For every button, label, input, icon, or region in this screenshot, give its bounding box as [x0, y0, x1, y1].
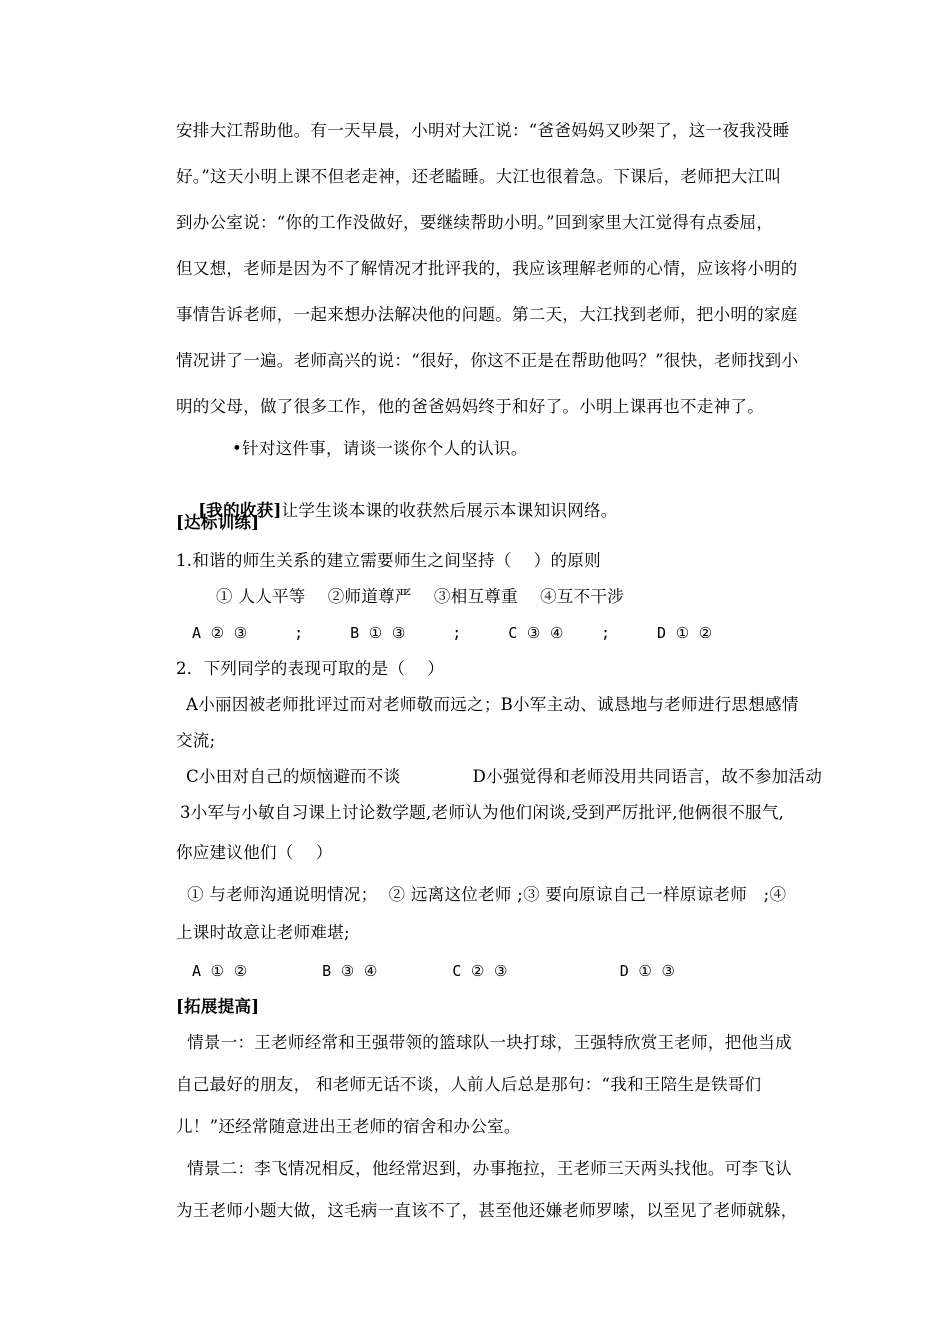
practice-heading: [达标训练]: [176, 513, 260, 532]
story-line: 情况讲了一遍。老师高兴的说：“很好，你这不正是在帮助他吗？”很快，老师找到小: [176, 351, 799, 370]
harvest-heading: [我的收获]: [198, 501, 282, 520]
harvest-section: [176, 478, 618, 544]
q2-stem: 2．下列同学的表现可取的是（ ）: [176, 659, 445, 678]
story-line: 事情告诉老师，一起来想办法解决他的问题。第二天，大江找到老师，把小明的家庭: [176, 305, 798, 324]
story-line: 但又想，老师是因为不了解情况才批评我的，我应该理解老师的心情，应该将小明的: [176, 259, 798, 278]
scene2-line: 为王老师小题大做，这毛病一直该不了，甚至他还嫌老师罗嗦，以至见了老师就躲，: [176, 1201, 798, 1220]
discussion-prompt: •针对这件事，请谈一谈你个人的认识。: [232, 439, 528, 458]
q2-option-line: C小田对自己的烦恼避而不谈 D小强觉得和老师没用共同语言，故不参加活动: [186, 767, 823, 786]
extension-heading: [拓展提高]: [176, 997, 260, 1016]
scene1-line: 儿！”还经常随意进出王老师的宿舍和办公室。: [176, 1117, 521, 1136]
q3-answers: A ① ② B ③ ④ C ② ③ D ① ③: [192, 962, 676, 980]
story-line: 安排大江帮助他。有一天早晨，小明对大江说：“爸爸妈妈又吵架了，这一夜我没睡: [176, 121, 790, 140]
q1-answers: A ② ③ ; B ① ③ ; C ③ ④ ; D ① ②: [192, 624, 713, 642]
scene2-line: 情景二：李飞情况相反，他经常迟到，办事拖拉，王老师三天两头找他。可李飞认: [176, 1159, 792, 1178]
scene1-line: 自己最好的朋友， 和老师无话不谈，人前人后总是那句：“我和王陪生是铁哥们: [176, 1075, 762, 1094]
q2-option-line: A小丽因被老师批评过而对老师敬而远之；B小军主动、诚恳地与老师进行思想感情: [186, 695, 799, 714]
q3-stem: 3小军与小敏自习课上讨论数学题,老师认为他们闲谈,受到严厉批评,他俩很不服气,: [180, 803, 785, 822]
scene1-line: 情景一：王老师经常和王强带领的篮球队一块打球，王强特欣赏王老师，把他当成: [176, 1033, 792, 1052]
story-line: 好。”这天小明上课不但老走神，还老瞌睡。大江也很着急。下课后，老师把大江叫: [176, 167, 782, 186]
q1-options: ① 人人平等 ②师道尊严 ③相互尊重 ④互不干涉: [216, 587, 625, 606]
q3-options: 上课时故意让老师难堪;: [176, 923, 350, 942]
q2-option-line: 交流;: [176, 731, 216, 750]
q1-stem: 1.和谐的师生关系的建立需要师生之间坚持（ ）的原则: [176, 551, 601, 570]
story-line: 明的父母，做了很多工作，他的爸爸妈妈终于和好了。小明上课再也不走神了。: [176, 397, 764, 416]
story-line: 到办公室说：“你的工作没做好，要继续帮助小明。”回到家里大江觉得有点委屈，: [176, 213, 774, 232]
q3-options: ① 与老师沟通说明情况； ② 远离这位老师 ;③ 要向原谅自己一样原谅老师 ;④: [176, 885, 787, 904]
q3-stem: 你应建议他们（ ）: [176, 843, 333, 862]
harvest-text: 让学生谈本课的收获然后展示本课知识网络。: [281, 501, 618, 520]
